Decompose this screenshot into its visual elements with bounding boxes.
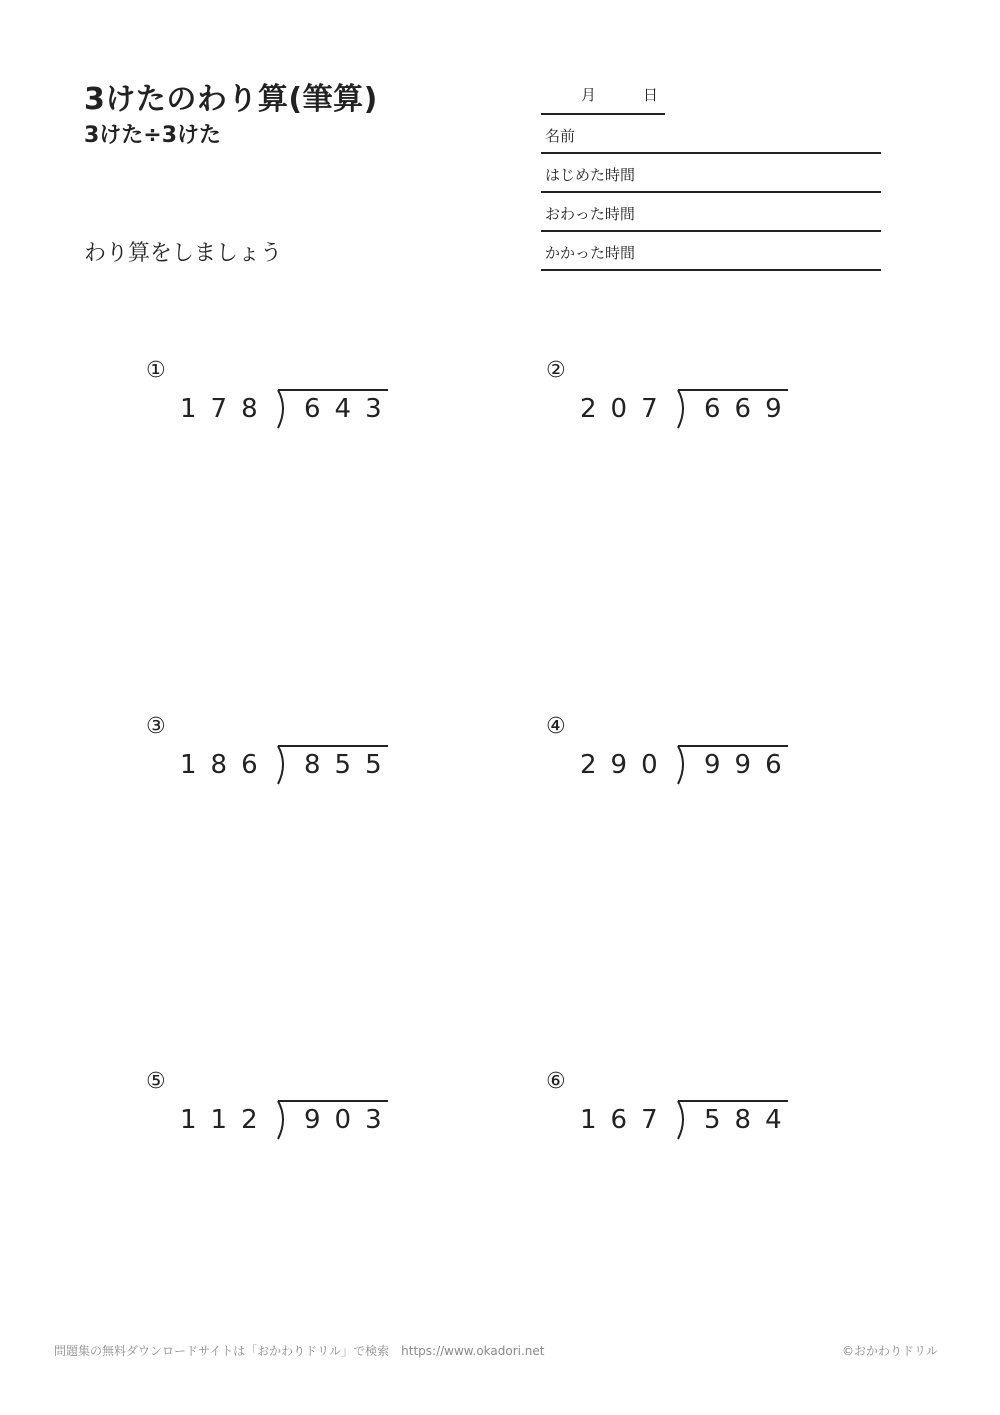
problem-3 (146, 714, 406, 794)
footer-copyright: ©おかわりドリル (841, 1344, 938, 1358)
worksheet-title: 3けたのわり算(筆算) (84, 82, 378, 117)
worksheet-subtitle: 3けた÷3けた (84, 123, 222, 148)
dividend: 855 (304, 750, 396, 780)
divisor: 207 (580, 394, 672, 424)
divisor: 112 (180, 1105, 272, 1135)
problem-4 (546, 714, 806, 794)
dividend: 903 (304, 1105, 396, 1135)
date-field[interactable] (541, 80, 665, 115)
instruction-text: わり算をしましょう (84, 241, 283, 266)
divisor: 290 (580, 750, 672, 780)
dividend: 669 (704, 394, 796, 424)
problem-number: ⑥ (546, 1069, 566, 1094)
day-label: 日 (643, 86, 659, 104)
elapsed-time-field[interactable] (541, 232, 881, 271)
divisor: 178 (180, 394, 272, 424)
divisor: 186 (180, 750, 272, 780)
problem-2 (546, 358, 806, 438)
problem-number: ⑤ (146, 1069, 166, 1094)
start-time-label: はじめた時間 (545, 166, 636, 184)
problem-number: ② (546, 358, 566, 383)
dividend: 584 (704, 1105, 796, 1135)
name-field[interactable] (541, 115, 881, 154)
problem-6 (546, 1069, 806, 1149)
problem-5 (146, 1069, 406, 1149)
problem-1 (146, 358, 406, 438)
end-time-label: おわった時間 (545, 205, 635, 223)
footer-site-text: 問題集の無料ダウンロードサイトは「おかわりドリル」で検索 https://www.okadori.net (54, 1344, 545, 1358)
divisor: 167 (580, 1105, 672, 1135)
problem-number: ④ (546, 714, 566, 739)
dividend: 643 (304, 394, 396, 424)
problem-number: ③ (146, 714, 166, 739)
start-time-field[interactable] (541, 154, 881, 193)
month-label: 月 (581, 86, 597, 104)
end-time-field[interactable] (541, 193, 881, 232)
dividend: 996 (704, 750, 796, 780)
elapsed-time-label: かかった時間 (545, 244, 636, 262)
name-label: 名前 (545, 127, 576, 145)
problem-number: ① (146, 358, 166, 383)
